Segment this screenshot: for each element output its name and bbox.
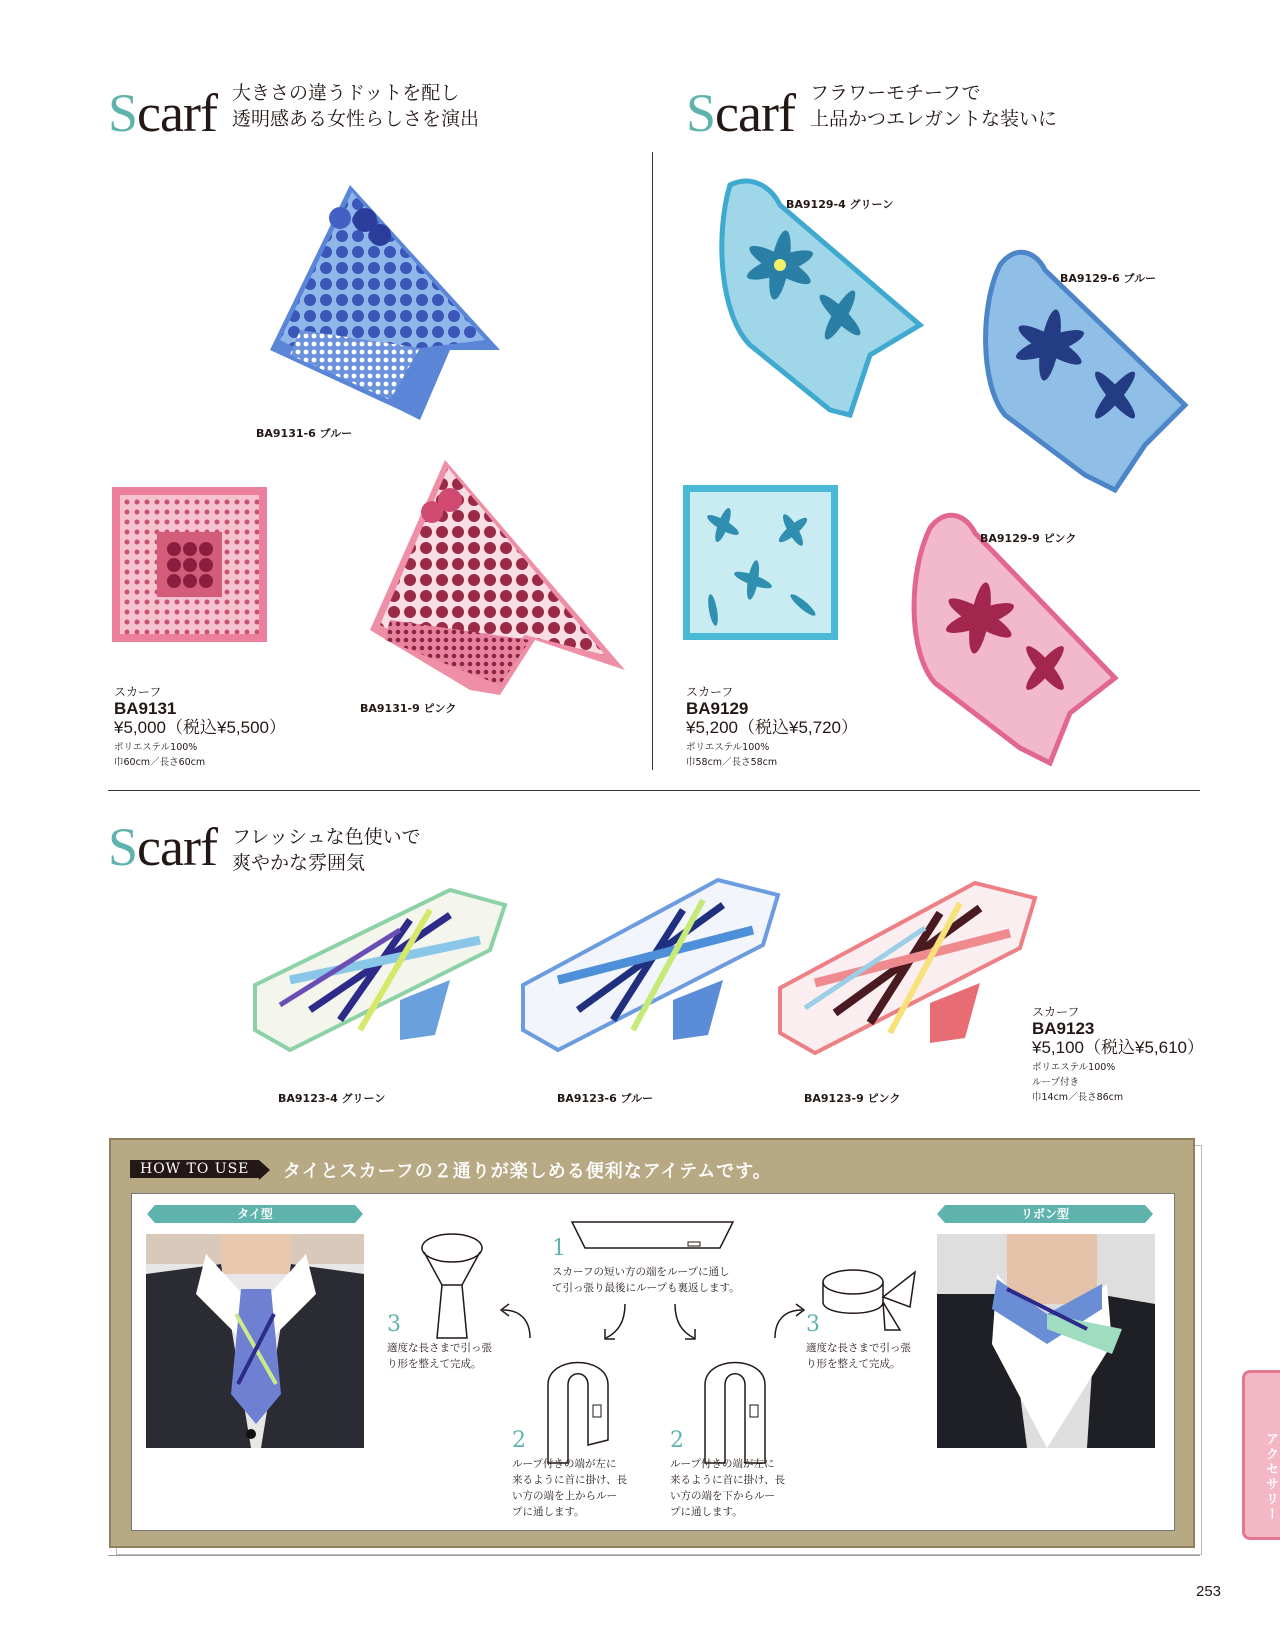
catch-line: 爽やかな雰囲気	[232, 852, 366, 874]
step-text-line: スカーフの短い方の端をループに通し	[552, 1266, 730, 1278]
product-price: ¥5,000（税込¥5,500）	[114, 718, 286, 737]
label-ba9123-blue: BA9123-6 ブルー	[557, 1092, 654, 1105]
catch-line: フラワーモチーフで	[810, 82, 981, 104]
step-text-line: り形を整えて完成。	[387, 1358, 482, 1370]
step1-number: 1	[552, 1236, 566, 1261]
step-text-line: ループ付きの端が左に	[670, 1458, 775, 1470]
label-ba9129-pink: BA9129-9 ピンク	[980, 532, 1077, 545]
step3-ribbon-diagram	[815, 1262, 920, 1332]
step2-ribbon-diagram	[695, 1345, 775, 1465]
product-material: ポリエステル100%	[1032, 1062, 1116, 1073]
tie-style-photo	[146, 1234, 364, 1448]
scarf-image-ba9131-pink	[370, 460, 630, 700]
step2-tie-text	[512, 1456, 627, 1520]
scarf-image-ba9129-pink	[900, 508, 1120, 768]
scarf-image-ba9129-green	[710, 175, 925, 425]
scarf-image-ba9131-blue	[270, 180, 535, 430]
product-size: 巾58cm／長さ58cm	[686, 757, 778, 768]
scarf-initial: S	[108, 817, 138, 877]
howto-tag: HOW TO USE	[130, 1160, 259, 1178]
tie-type-ribbon: タイ型	[155, 1205, 355, 1223]
step-text-line: プに通します。	[512, 1506, 585, 1518]
ribbon-type-ribbon: リボン型	[945, 1205, 1145, 1223]
label-ba9131-pink: BA9131-9 ピンク	[360, 702, 457, 715]
scarf-rest: carf	[715, 83, 795, 143]
arrow-left-icon	[495, 1300, 535, 1340]
scarf-image-ba9123-pink	[775, 853, 1040, 1058]
product-info-ba9123	[1032, 1003, 1204, 1105]
category-side-tab[interactable]: アクセサリー	[1242, 1370, 1280, 1540]
scarf-image-ba9129-green-flat	[683, 485, 838, 640]
step-text-line: 来るように首に掛け、長	[670, 1474, 786, 1486]
step-text-line: い方の端を上からルー	[512, 1490, 617, 1502]
scarf-rest: carf	[137, 817, 217, 877]
column-divider	[652, 152, 653, 770]
product-price: ¥5,200（税込¥5,720）	[686, 718, 858, 737]
step-text-line: り形を整えて完成。	[806, 1358, 901, 1370]
page-number: 253	[1196, 1583, 1222, 1600]
section2-catchcopy	[810, 80, 1057, 132]
product-info-ba9131	[114, 683, 286, 770]
catch-line: フレッシュな色使いで	[232, 826, 421, 848]
catch-line: 上品かつエレガントな装いに	[810, 108, 1058, 130]
section1-catchcopy	[232, 80, 479, 132]
section-divider	[108, 790, 1200, 791]
label-ba9123-pink: BA9123-9 ピンク	[804, 1092, 901, 1105]
product-type: スカーフ	[114, 685, 162, 699]
product-code: BA9131	[114, 699, 177, 718]
step2-ribbon-text	[670, 1456, 785, 1520]
step3-tie-number: 3	[387, 1312, 401, 1337]
product-material: ポリエステル100%	[686, 742, 770, 753]
arrow-down-left-icon	[600, 1302, 630, 1342]
label-ba9129-green: BA9129-4 グリーン	[786, 198, 894, 211]
scarf-image-ba9123-blue	[518, 850, 783, 1055]
step-text-line: 適度な長さまで引っ張	[387, 1342, 492, 1354]
step-text-line: い方の端を下からルー	[670, 1490, 775, 1502]
scarf-image-ba9131-pink-flat	[112, 487, 267, 642]
step-text-line: プに通します。	[670, 1506, 743, 1518]
catch-line: 透明感ある女性らしさを演出	[232, 108, 480, 130]
product-size: 巾60cm／長さ60cm	[114, 757, 206, 768]
step3-tie-text	[387, 1340, 492, 1372]
product-size: 巾14cm／長さ86cm	[1032, 1092, 1124, 1103]
label-ba9129-blue: BA9129-6 ブルー	[1060, 272, 1157, 285]
product-type: スカーフ	[686, 685, 734, 699]
product-material: ポリエステル100%	[114, 742, 198, 753]
product-loop: ループ付き	[1032, 1077, 1080, 1088]
step-text-line: ループ付きの端が左に	[512, 1458, 617, 1470]
step2-tie-diagram	[538, 1345, 618, 1465]
scarf-initial: S	[108, 83, 138, 143]
section2-scarf-heading	[686, 83, 795, 143]
product-code: BA9129	[686, 699, 749, 718]
footer-rule	[108, 1555, 1200, 1556]
howto-title: タイとスカーフの２通りが楽しめる便利なアイテムです。	[283, 1161, 772, 1182]
step-text-line: て引っ張り最後にループも裏返します。	[552, 1282, 740, 1294]
product-type: スカーフ	[1032, 1005, 1080, 1019]
product-code: BA9123	[1032, 1019, 1095, 1038]
step3-ribbon-number: 3	[806, 1312, 820, 1337]
step2-tie-number: 2	[512, 1428, 526, 1453]
catch-line: 大きさの違うドットを配し	[232, 82, 460, 104]
step3-ribbon-text	[806, 1340, 911, 1372]
step1-text	[552, 1264, 740, 1296]
step-text-line: 来るように首に掛け、長	[512, 1474, 628, 1486]
arrow-down-right-icon	[670, 1302, 700, 1342]
scarf-initial: S	[686, 83, 716, 143]
scarf-image-ba9123-green	[250, 860, 510, 1060]
product-price: ¥5,100（税込¥5,610）	[1032, 1038, 1204, 1057]
label-ba9131-blue: BA9131-6 ブルー	[256, 427, 353, 440]
step1-diagram	[570, 1220, 735, 1250]
step3-tie-diagram	[412, 1230, 492, 1340]
ribbon-style-photo	[937, 1234, 1155, 1448]
section1-scarf-heading	[108, 83, 217, 143]
section3-scarf-heading	[108, 817, 217, 877]
product-info-ba9129	[686, 683, 858, 770]
arrow-right-icon	[770, 1300, 810, 1340]
label-ba9123-green: BA9123-4 グリーン	[278, 1092, 386, 1105]
step2-ribbon-number: 2	[670, 1428, 684, 1453]
step-text-line: 適度な長さまで引っ張	[806, 1342, 911, 1354]
scarf-rest: carf	[137, 83, 217, 143]
